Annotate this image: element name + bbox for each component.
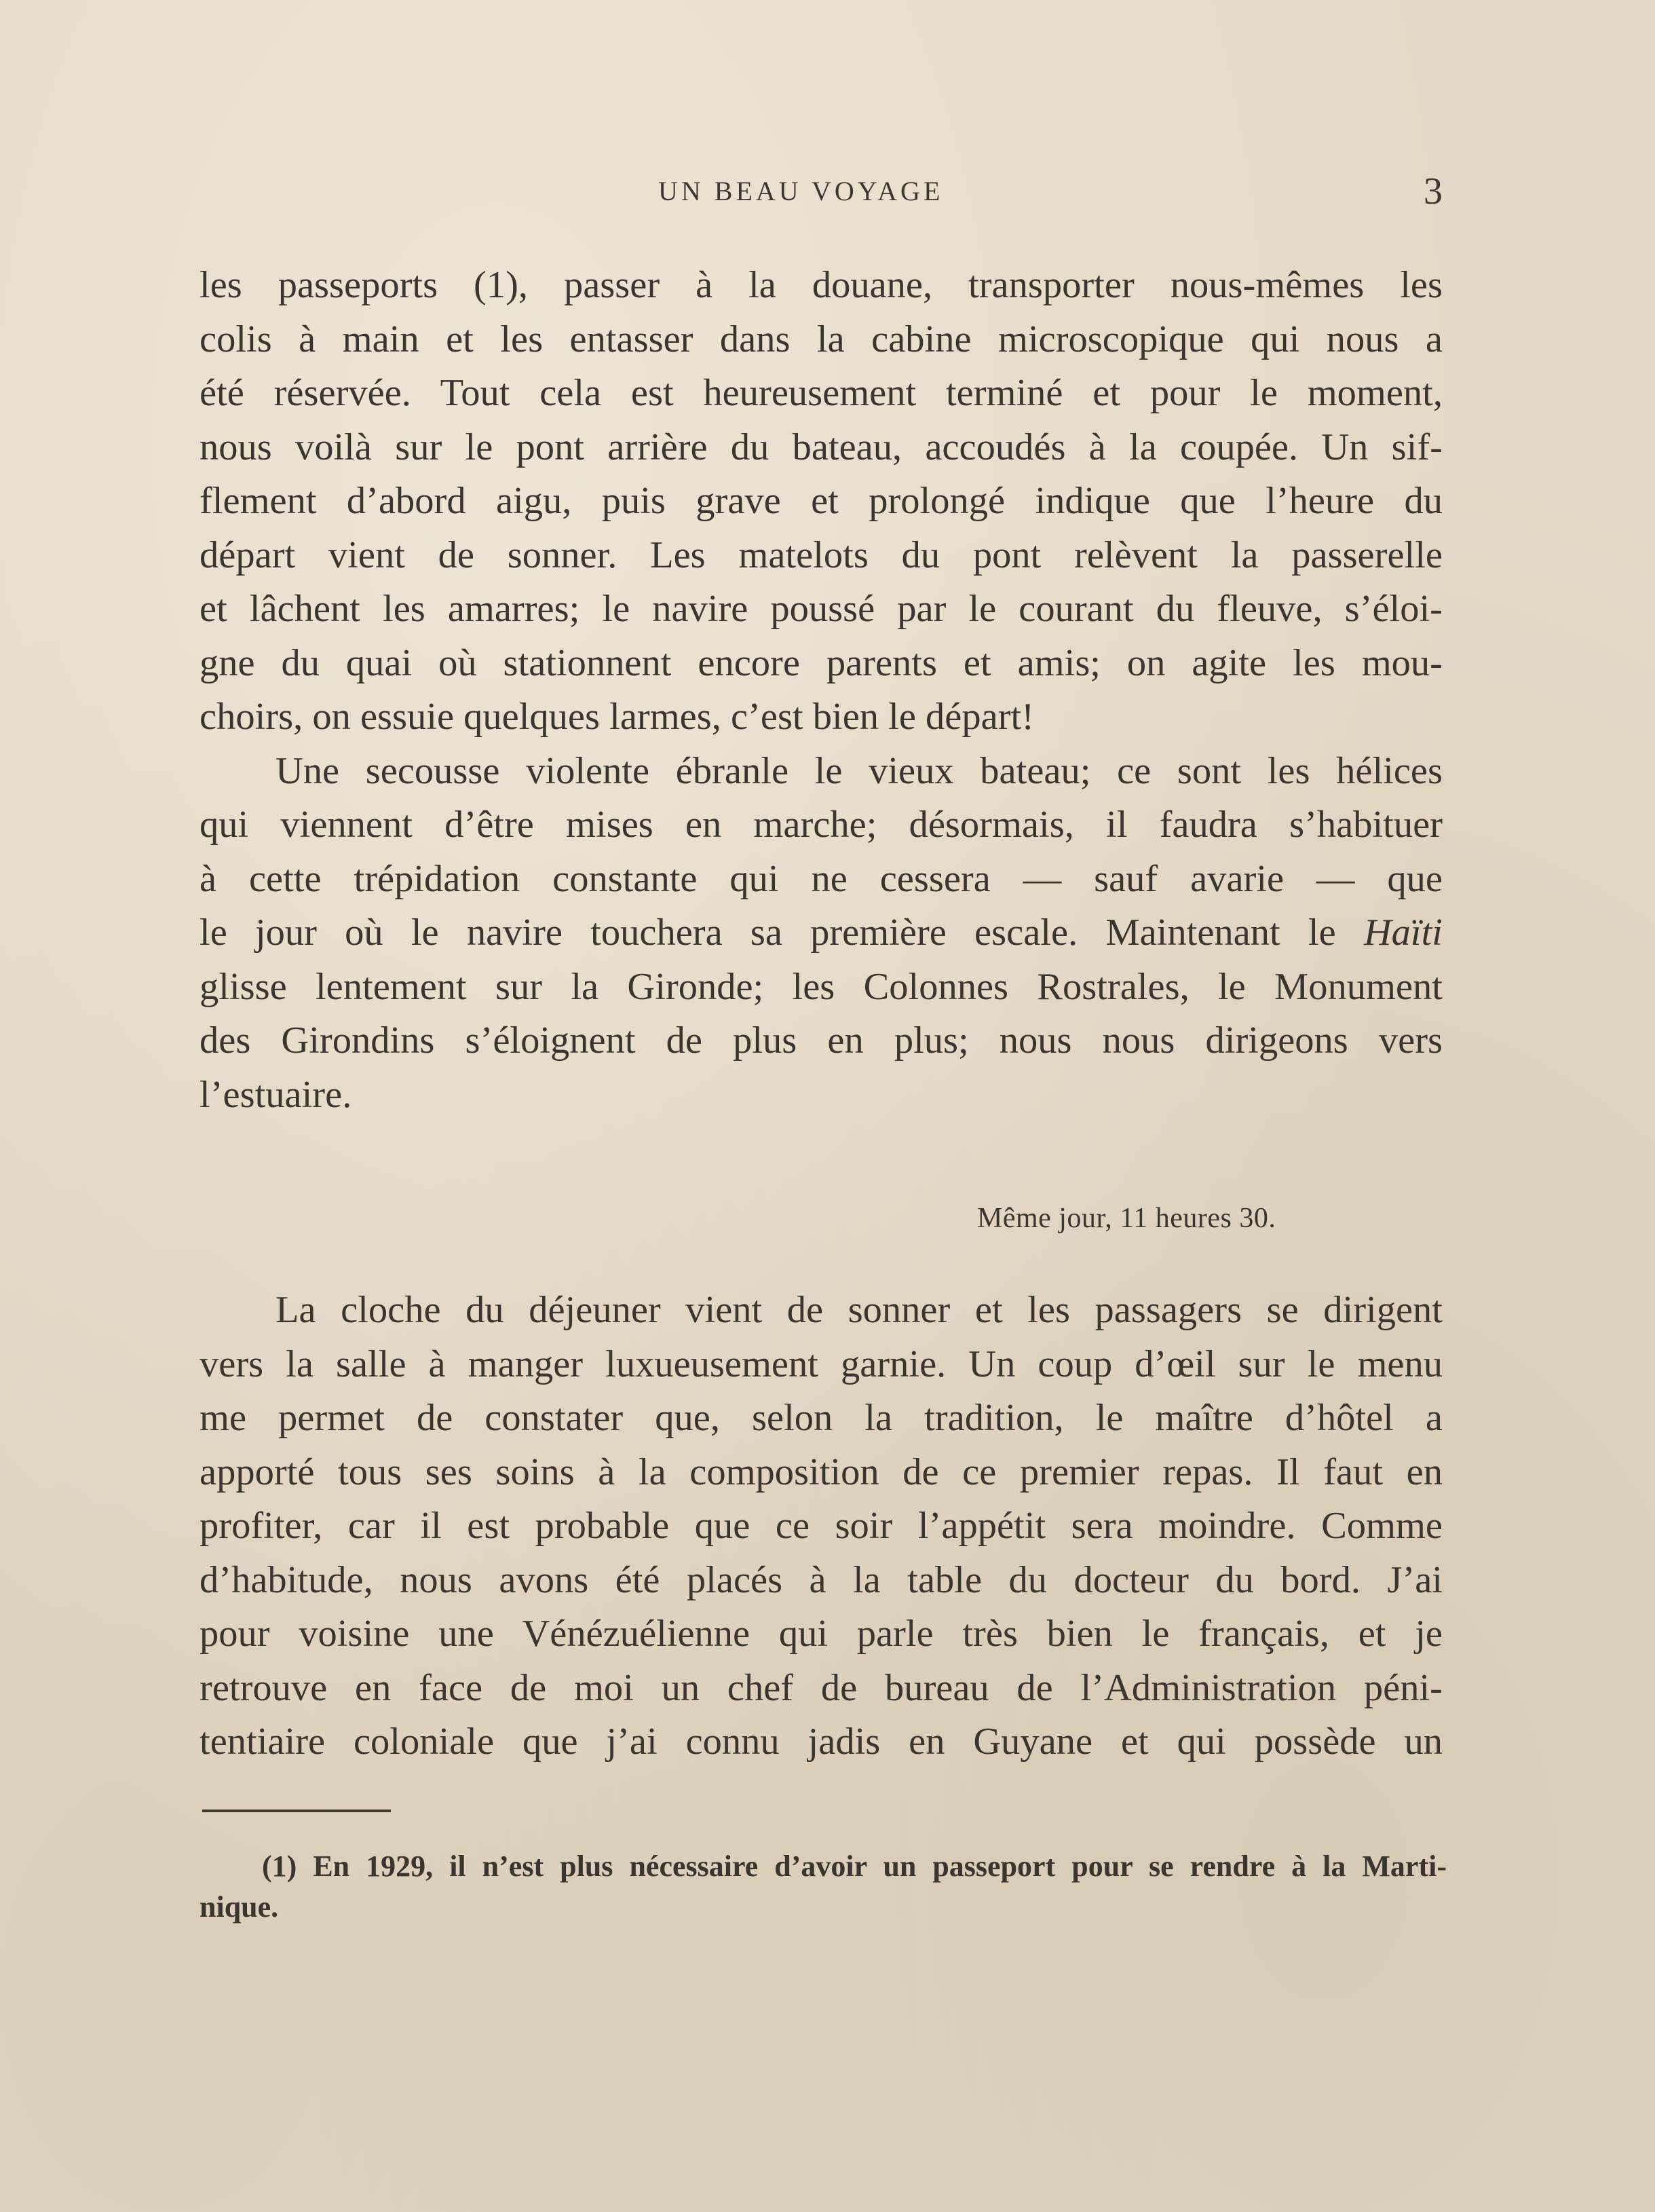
paragraph-1-line: flement d’abord aigu, puis grave et prolongé indique que l’heure du — [199, 480, 1443, 522]
paragraph-2-line: glisse lentement sur la Gironde; les Colonnes Rostrales, le Monument — [199, 965, 1443, 1008]
paragraph-2-line-with-italic — [199, 906, 1443, 960]
paragraph-1-line: gne du quai où stationnent encore parents et amis; on agite les mou- — [199, 641, 1443, 684]
paragraph-3-line: vers la salle à manger luxueusement garnie. Un coup d’œil sur le menu — [199, 1343, 1443, 1385]
footnote-rule — [202, 1810, 391, 1812]
text-block-top — [199, 259, 1443, 1122]
paragraph-1-line: nous voilà sur le pont arrière du bateau, accoudés à la coupée. Un sif- — [199, 426, 1443, 468]
paragraph-2-line: qui viennent d’être mises en marche; désormais, il faudra s’habituer — [199, 804, 1443, 846]
running-head: UN BEAU VOYAGE — [658, 176, 944, 206]
paragraph-3-line: tentiaire coloniale que j’ai connu jadis en Guyane et qui possède un — [199, 1721, 1443, 1763]
paragraph-3-line: d’habitude, nous avons été placés à la table du docteur du bord. J’ai — [199, 1558, 1443, 1601]
paragraph-3-line: pour voisine une Vénézuélienne qui parle très bien le français, et je — [199, 1613, 1443, 1655]
paragraph-2-text: le jour où le navire touchera sa première escale. Maintenant le — [199, 912, 1364, 954]
paragraph-3-line: profiter, car il est probable que ce soir l’appétit sera moindre. Comme — [199, 1505, 1443, 1547]
paragraph-2-line: des Girondins s’éloignent de plus en plus; nous nous dirigeons vers — [199, 1019, 1443, 1062]
paragraph-2-line: à cette trépidation constante qui ne cessera — sauf avarie — que — [199, 857, 1443, 900]
paragraph-3-line: me permet de constater que, selon la tradition, le maître d’hôtel a — [199, 1397, 1443, 1439]
paragraph-3-line: apporté tous ses soins à la composition de ce premier repas. Il faut en — [199, 1450, 1443, 1493]
footnote-line: (1) En 1929, il n’est plus nécessaire d’avoir un passeport pour se rendre à la Marti- — [262, 1850, 1447, 1883]
paragraph-1-line: les passeports (1), passer à la douane, transporter nous-mêmes les — [199, 264, 1443, 306]
paragraph-1-line: choirs, on essuie quelques larmes, c’est bien le départ! — [199, 696, 1035, 738]
paragraph-1-line: départ vient de sonner. Les matelots du pont relèvent la passerelle — [199, 533, 1443, 576]
paragraph-2-line: Une secousse violente ébranle le vieux bateau; ce sont les hélices — [275, 749, 1443, 792]
date-heading: Même jour, 11 heures 30. — [977, 1203, 1276, 1234]
paragraph-3-line: retrouve en face de moi un chef de bureau de l’Administration péni- — [199, 1666, 1443, 1709]
page-number: 3 — [1424, 170, 1443, 212]
paragraph-1-line: et lâchent les amarres; le navire poussé par le courant du fleuve, s’éloi- — [199, 588, 1443, 630]
paragraph-1-line: colis à main et les entasser dans la cabine microscopique qui nous a — [199, 318, 1443, 360]
footnote — [199, 1846, 1447, 1928]
footnote-line: nique. — [199, 1890, 279, 1924]
paragraph-1-line: été réservée. Tout cela est heureusement terminé et pour le moment, — [199, 372, 1443, 414]
paragraph-2-line: l’estuaire. — [199, 1073, 352, 1116]
ship-name: Haïti — [1363, 912, 1443, 954]
paragraph-3-line: La cloche du déjeuner vient de sonner et les passagers se dirigent — [275, 1289, 1443, 1331]
text-block-bottom — [199, 1283, 1443, 1769]
